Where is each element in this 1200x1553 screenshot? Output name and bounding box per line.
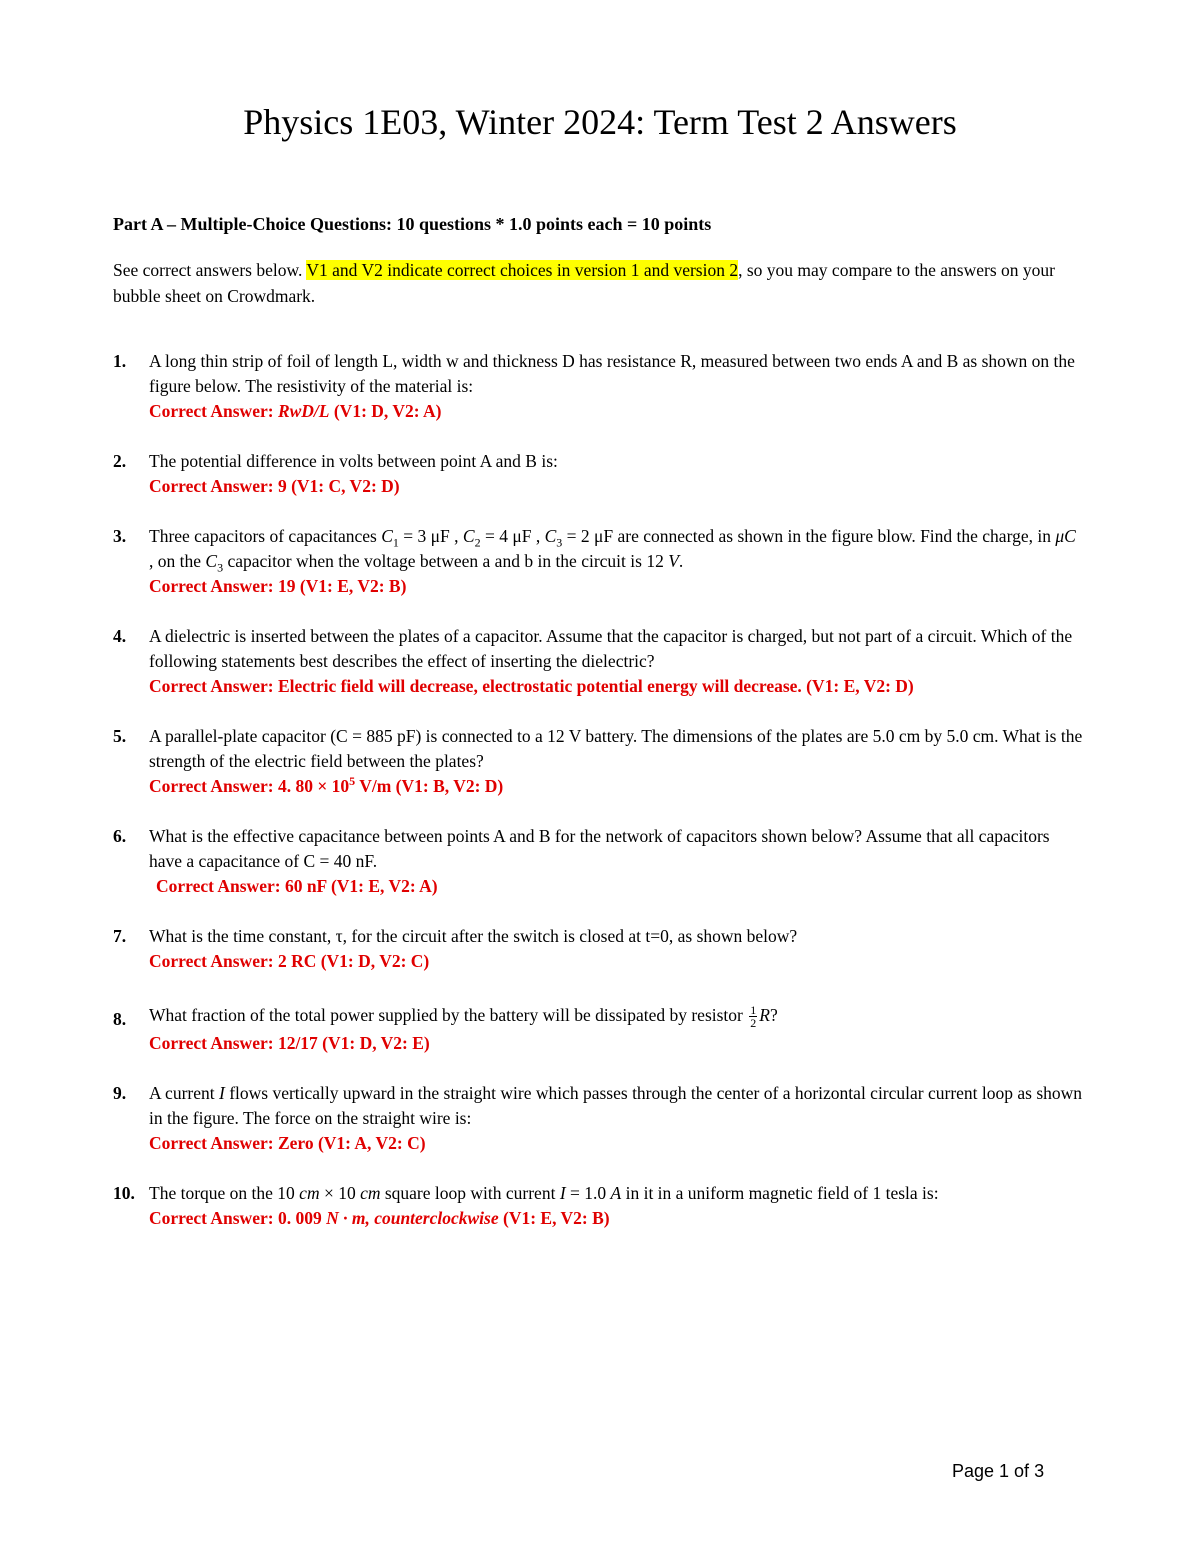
q3-unit: μC	[1055, 526, 1076, 546]
answer-math: RwD/L	[277, 401, 330, 421]
question-7	[113, 924, 1083, 974]
answer-exponent: 5	[349, 774, 356, 789]
q10-times: × 10	[319, 1183, 361, 1203]
c3-symbol: C	[544, 526, 557, 546]
answer-value: 0. 009	[277, 1208, 327, 1228]
question-10	[113, 1181, 1083, 1231]
fraction-numerator: 1	[750, 1003, 757, 1018]
q3-text-a: Three capacitors of capacitances	[149, 526, 377, 546]
q8-text-a: What fraction of the total power supplied by the battery will be dissipated by resistor	[149, 1005, 748, 1025]
question-4	[113, 624, 1083, 699]
question-text	[149, 524, 1083, 574]
q9-text-a: A current	[149, 1083, 219, 1103]
answer-value: 12/17 (V1: D, V2: E)	[277, 1033, 430, 1053]
question-5	[113, 724, 1083, 799]
question-text	[149, 999, 1083, 1031]
question-text: A parallel-plate capacitor (C = 885 pF) is connected to a 12 V battery. The dimensions of the plates are 5.0 cm by 5.0 cm. What is the strength of the electric field between the plates?	[149, 726, 1083, 771]
q3-text-e: .	[678, 551, 684, 571]
answer-value: 60 nF (V1: E, V2: A)	[284, 876, 438, 896]
answer-value: 4. 80 × 10	[277, 776, 350, 796]
q10-unit-amp: A	[610, 1183, 622, 1203]
c3-value: = 2 μF	[562, 526, 614, 546]
q9-text-b: flows vertically upward in the straight wire which passes through the center of a horizontal circular current loop as shown in the figure. The force on the straight wire is:	[149, 1083, 1083, 1128]
answer-value: 2 RC (V1: D, V2: C)	[277, 951, 430, 971]
correct-answer	[149, 1206, 1083, 1231]
answer-math: N · m, counterclockwise	[326, 1208, 499, 1228]
question-number: 2.	[113, 451, 127, 471]
question-number: 7.	[113, 926, 127, 946]
question-3	[113, 524, 1083, 599]
question-2	[113, 449, 1083, 499]
answer-versions: V/m (V1: B, V2: D)	[355, 776, 504, 796]
correct-answer	[149, 874, 1083, 899]
current-symbol: I	[218, 1083, 225, 1103]
q10-unit-cm-1: cm	[299, 1183, 320, 1203]
question-text: The potential difference in volts between point A and B is:	[149, 451, 558, 471]
question-number: 3.	[113, 526, 127, 546]
c2-symbol: C	[462, 526, 475, 546]
answer-label: Correct Answer:	[149, 401, 274, 421]
q3-cap-symbol: C	[205, 551, 218, 571]
question-text	[149, 1181, 1083, 1206]
q3-cap-subscript: 3	[217, 560, 224, 575]
q10-text-b: square loop with current	[380, 1183, 560, 1203]
answer-label: Correct Answer:	[149, 951, 274, 971]
answer-label: Correct Answer:	[149, 576, 274, 596]
page-number-footer: Page 1 of 3	[952, 1461, 1045, 1481]
question-number: 9.	[113, 1083, 127, 1103]
question-text: A long thin strip of foil of length L, width w and thickness D has resistance R, measured between two ends A and B as shown on the figure below. The resistivity of the material is:	[149, 351, 1075, 396]
q10-unit-cm-2: cm	[360, 1183, 381, 1203]
question-number: 5.	[113, 726, 127, 746]
resistor-symbol: R	[759, 1005, 770, 1025]
answer-label: Correct Answer:	[149, 476, 274, 496]
question-number: 10.	[113, 1183, 135, 1203]
fraction-denominator: 2	[750, 1016, 757, 1031]
q3-text-c: , on the	[149, 551, 206, 571]
question-9	[113, 1081, 1083, 1156]
answer-label: Correct Answer:	[149, 1208, 274, 1228]
q10-current-value: = 1.0	[565, 1183, 611, 1203]
q8-question-mark: ?	[769, 1005, 778, 1025]
answer-versions: (V1: E, V2: B)	[498, 1208, 610, 1228]
question-text: A dielectric is inserted between the plates of a capacitor. Assume that the capacitor is charged, but not part of a circuit. Which of the following statements best describes the effect of inserting the dielectric?	[149, 626, 1073, 671]
c1-symbol: C	[381, 526, 393, 546]
page-title: Physics 1E03, Winter 2024: Term Test 2 Answers	[243, 102, 957, 142]
intro-text-pre: See correct answers below.	[113, 260, 307, 280]
c1-subscript: 1	[392, 535, 399, 550]
intro-highlight: V1 and V2 indicate correct choices in version 1 and version 2	[306, 260, 739, 280]
question-1	[113, 349, 1083, 424]
c3-subscript: 3	[556, 535, 563, 550]
question-text: What is the effective capacitance between points A and B for the network of capacitors shown below? Assume that all capacitors have a capacitance of C = 40 nF.	[149, 826, 1050, 871]
intro-text-post: , so you may compare to the answers on your bubble sheet on Crowdmark.	[113, 260, 1055, 306]
question-8	[113, 999, 1083, 1056]
q3-volt-symbol: V	[668, 551, 679, 571]
c2-value: = 4 μF ,	[480, 526, 545, 546]
answer-versions: (V1: D, V2: A)	[329, 401, 442, 421]
correct-answer	[149, 1131, 1083, 1156]
answer-label: Correct Answer:	[149, 1133, 274, 1153]
c1-value: = 3 μF ,	[398, 526, 463, 546]
answer-label: Correct Answer:	[156, 876, 281, 896]
correct-answer	[149, 474, 1083, 499]
current-symbol: I	[559, 1183, 566, 1203]
correct-answer	[149, 574, 1083, 599]
q3-text-d: capacitor when the voltage between a and b in the circuit is 12	[223, 551, 669, 571]
question-text: What is the time constant, τ, for the circuit after the switch is closed at t=0, as shown below?	[149, 926, 798, 946]
correct-answer	[149, 949, 1083, 974]
question-number: 8.	[113, 1009, 127, 1029]
correct-answer	[149, 399, 1083, 424]
answer-label: Correct Answer:	[149, 776, 274, 796]
correct-answer	[149, 1031, 1083, 1056]
question-number: 1.	[113, 351, 127, 371]
answer-label: Correct Answer:	[149, 1033, 274, 1053]
fraction-one-half	[749, 1004, 757, 1029]
question-6	[113, 824, 1083, 899]
answer-value: 9 (V1: C, V2: D)	[277, 476, 400, 496]
part-a-heading: Part A – Multiple-Choice Questions: 10 questions * 1.0 points each = 10 points	[113, 214, 712, 234]
answer-value: 19 (V1: E, V2: B)	[277, 576, 407, 596]
question-text	[149, 1081, 1083, 1131]
q10-text-c: in it in a uniform magnetic field of 1 tesla is:	[621, 1183, 939, 1203]
question-number: 6.	[113, 826, 127, 846]
intro-paragraph	[113, 257, 1083, 309]
q10-text-a: The torque on the 10	[149, 1183, 300, 1203]
answer-value: Zero (V1: A, V2: C)	[277, 1133, 426, 1153]
question-number: 4.	[113, 626, 127, 646]
q3-text-b: are connected as shown in the figure blow. Find the charge, in	[613, 526, 1056, 546]
answer-label: Correct Answer:	[149, 676, 274, 696]
question-list	[113, 349, 1083, 1231]
c2-subscript: 2	[474, 535, 481, 550]
answer-value: Electric field will decrease, electrostatic potential energy will decrease. (V1: E, V2: D)	[277, 676, 914, 696]
correct-answer	[149, 674, 1083, 699]
correct-answer	[149, 774, 1083, 799]
